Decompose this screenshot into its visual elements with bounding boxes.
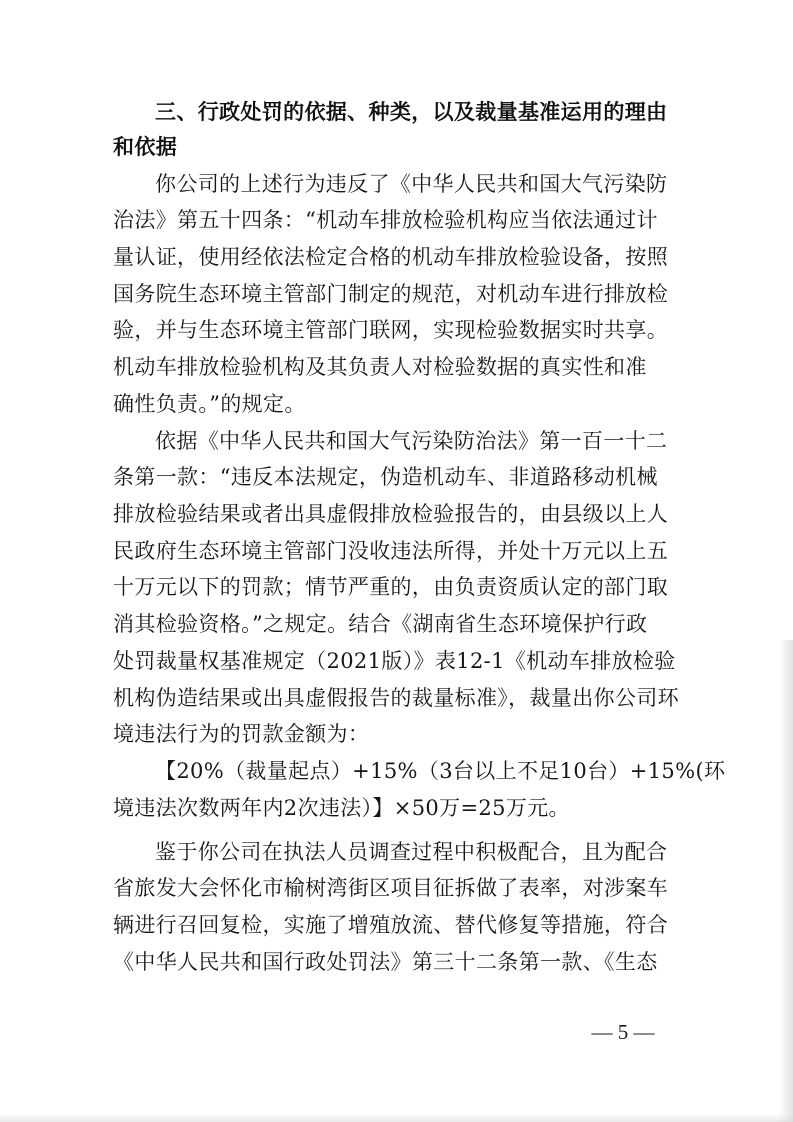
paragraph-1-line: 机动车排放检验机构及其负责人对检验数据的真实性和准 xyxy=(113,355,647,379)
paragraph-2-line: 排放检验结果或者出具虚假排放检验报告的，由县级以上人 xyxy=(113,502,669,526)
paragraph-3-line: 省旅发大会怀化市榆树湾街区项目征拆做了表率，对涉案车 xyxy=(113,876,669,900)
formula-line: 【20%（裁量起点）+15%（3台以上不足10台）+15%(环 xyxy=(155,759,726,783)
paragraph-2-line: 十万元以下的罚款；情节严重的，由负责资质认定的部门取 xyxy=(113,575,669,599)
paragraph-1-line: 你公司的上述行为违反了《中华人民共和国大气污染防 xyxy=(155,172,668,196)
paragraph-2-line: 依据《中华人民共和国大气污染防治法》第一百一十二 xyxy=(155,429,668,453)
paragraph-1-line: 治法》第五十四条：“机动车排放检验机构应当依法通过计 xyxy=(113,208,658,232)
scan-shadow-bottom xyxy=(0,1114,793,1122)
paragraph-2-line: 条第一款：“违反本法规定，伪造机动车、非道路移动机械 xyxy=(113,465,658,489)
paragraph-2-line: 民政府生态环境主管部门没收违法所得，并处十万元以上五 xyxy=(113,539,669,563)
paragraph-1-line: 国务院生态环境主管部门制定的规范，对机动车进行排放检 xyxy=(113,282,669,306)
paragraph-1-line: 量认证，使用经依法检定合格的机动车排放检验设备，按照 xyxy=(113,245,669,269)
paragraph-3-line: 《中华人民共和国行政处罚法》第三十二条第一款、《生态 xyxy=(113,950,658,974)
paragraph-1-line: 验，并与生态环境主管部门联网，实现检验数据实时共享。 xyxy=(113,318,669,342)
paragraph-3-line: 辆进行召回复检，实施了增殖放流、替代修复等措施，符合 xyxy=(113,913,669,937)
paragraph-2-line: 境违法行为的罚款金额为： xyxy=(113,722,370,746)
paragraph-2-line: 消其检验资格。”之规定。结合《湖南省生态环境保护行政 xyxy=(113,612,648,636)
paragraph-2-line: 处罚裁量权基准规定（2021版）》表12-1《机动车排放检验 xyxy=(113,649,676,673)
scan-shadow-right xyxy=(779,640,793,1122)
paragraph-2-line: 机构伪造结果或出具虚假报告的裁量标准》，裁量出你公司环 xyxy=(113,686,679,710)
section-heading-line-2: 和依据 xyxy=(113,135,178,159)
formula-line: 境违法次数两年内2次违法）】×50万=25万元。 xyxy=(113,796,570,820)
page-number: — 5 — xyxy=(591,1020,655,1044)
paragraph-1-line: 确性负责。”的规定。 xyxy=(113,392,306,416)
paragraph-3-line: 鉴于你公司在执法人员调查过程中积极配合，且为配合 xyxy=(155,840,668,864)
section-heading-line-1: 三、行政处罚的依据、种类，以及裁量基准运用的理由 xyxy=(155,100,668,124)
